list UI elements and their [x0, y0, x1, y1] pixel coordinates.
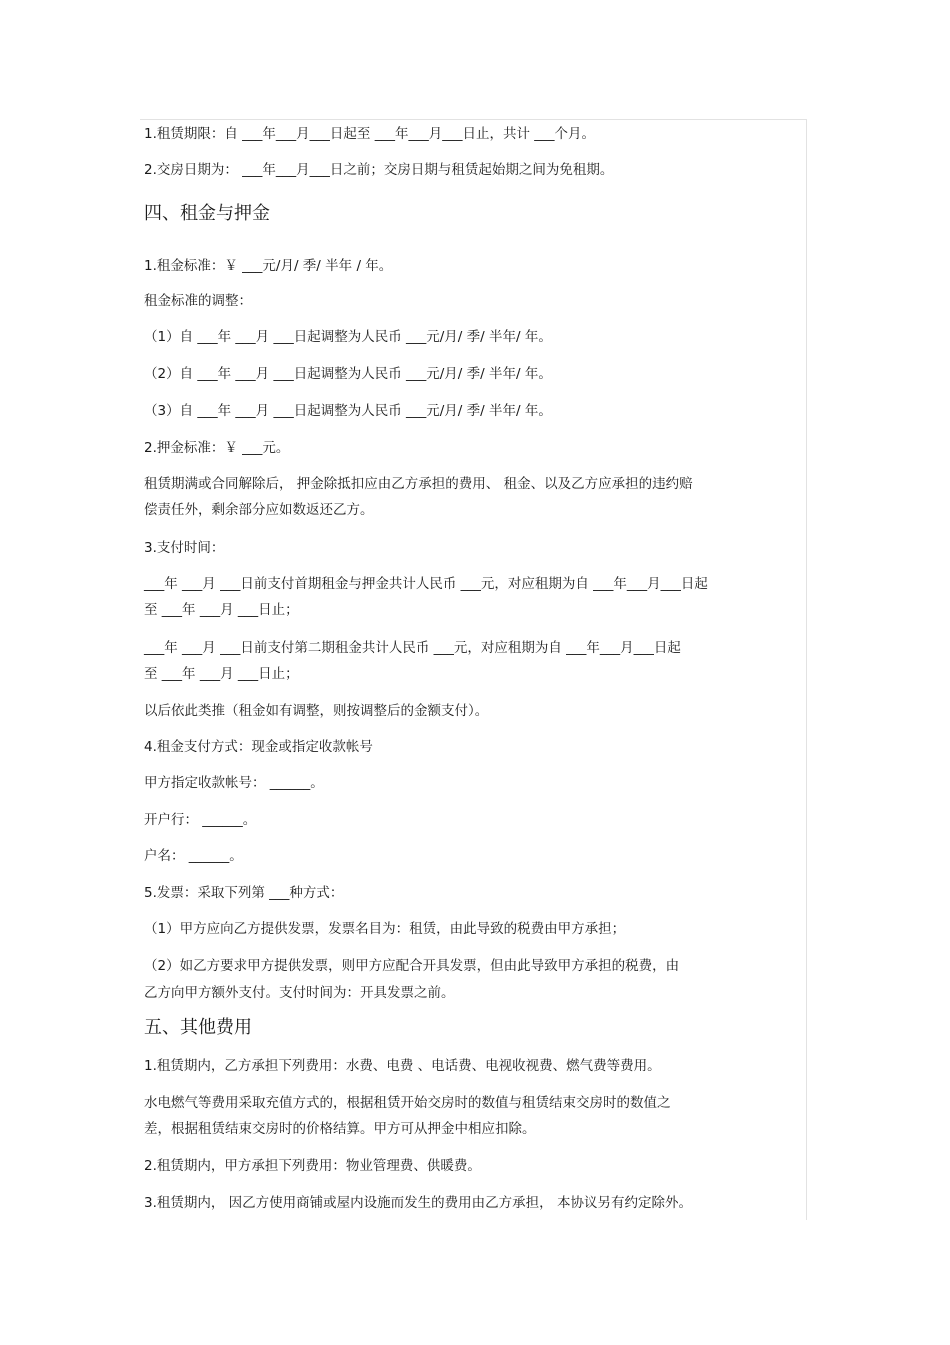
payment-time-title: 3.支付时间： — [144, 540, 225, 556]
deposit-desc-line-2: 偿责任外，剩余部分应如数返还乙方。 — [144, 502, 374, 518]
account-name-line: 户名： ______。 — [144, 848, 243, 864]
rent-adjust-3: （3）自 ___年 ___月 ___日起调整为人民币 ___元/月/ 季/ 半年/ 年。 — [144, 403, 552, 419]
deposit-standard-line: 2.押金标准：￥ ___元。 — [144, 440, 290, 456]
rent-adjust-2: （2）自 ___年 ___月 ___日起调整为人民币 ___元/月/ 季/ 半年/ 年。 — [144, 366, 552, 382]
utility-desc-line-1: 水电燃气等费用采取充值方式的，根据租赁开始交房时的数值与租赁结束交房时的数值之 — [144, 1095, 671, 1111]
utility-desc-line-2: 差，根据租赁结束交房时的价格结算。甲方可从押金中相应扣除。 — [144, 1121, 536, 1137]
section-heading-other-fees: 五、其他费用 — [144, 1017, 252, 1038]
lease-term-line: 1.租赁期限：自 ___年___月___日起至 ___年___月___日止，共计 ___个月。 — [144, 126, 596, 142]
payment-2-line-a: ___年 ___月 ___日前支付第二期租金共计人民币 ___元，对应租期为自 ___年___月___日起 — [144, 640, 681, 656]
rent-standard-line: 1.租金标准：￥ ___元/月/ 季/ 半年 / 年。 — [144, 258, 393, 274]
tenant-fees-line: 1.租赁期内，乙方承担下列费用：水费、电费 、电话费、电视收视费、燃气费等费用。 — [144, 1058, 661, 1074]
invoice-option-2-line-a: （2）如乙方要求甲方提供发票，则甲方应配合开具发票，但由此导致甲方承担的税费，由 — [144, 958, 680, 974]
invoice-option-2-line-b: 乙方向甲方额外支付。支付时间为：开具发票之前。 — [144, 985, 455, 1001]
handover-date-line: 2.交房日期为： ___年___月___日之前；交房日期与租赁起始期之间为免租期。 — [144, 162, 614, 178]
invoice-option-1: （1）甲方应向乙方提供发票，发票名目为：租赁，由此导致的税费由甲方承担； — [144, 921, 626, 937]
account-number-line: 甲方指定收款帐号： ______。 — [144, 775, 324, 791]
payment-rest-line: 以后依此类推（租金如有调整，则按调整后的金额支付）。 — [144, 703, 489, 719]
rent-adjust-1: （1）自 ___年 ___月 ___日起调整为人民币 ___元/月/ 季/ 半年/ 年。 — [144, 329, 552, 345]
bank-line: 开户行： ______。 — [144, 812, 257, 828]
payment-method-line: 4.租金支付方式：现金或指定收款帐号 — [144, 739, 373, 755]
facility-fees-line: 3.租赁期内， 因乙方使用商铺或屋内设施而发生的费用由乙方承担， 本协议另有约定除外。 — [144, 1195, 692, 1211]
payment-2-line-b: 至 ___年 ___月 ___日止； — [144, 666, 299, 682]
section-heading-rent-deposit: 四、租金与押金 — [144, 203, 270, 224]
deposit-desc-line-1: 租赁期满或合同解除后， 押金除抵扣应由乙方承担的费用、 租金、以及乙方应承担的违约赔 — [144, 476, 693, 492]
payment-1-line-a: ___年 ___月 ___日前支付首期租金与押金共计人民币 ___元，对应租期为自 ___年___月___日起 — [144, 576, 708, 592]
landlord-fees-line: 2.租赁期内，甲方承担下列费用：物业管理费、供暖费。 — [144, 1158, 481, 1174]
rent-adjust-title: 租金标准的调整： — [144, 293, 252, 309]
invoice-line: 5.发票：采取下列第 ___种方式： — [144, 885, 344, 901]
payment-1-line-b: 至 ___年 ___月 ___日止； — [144, 602, 299, 618]
